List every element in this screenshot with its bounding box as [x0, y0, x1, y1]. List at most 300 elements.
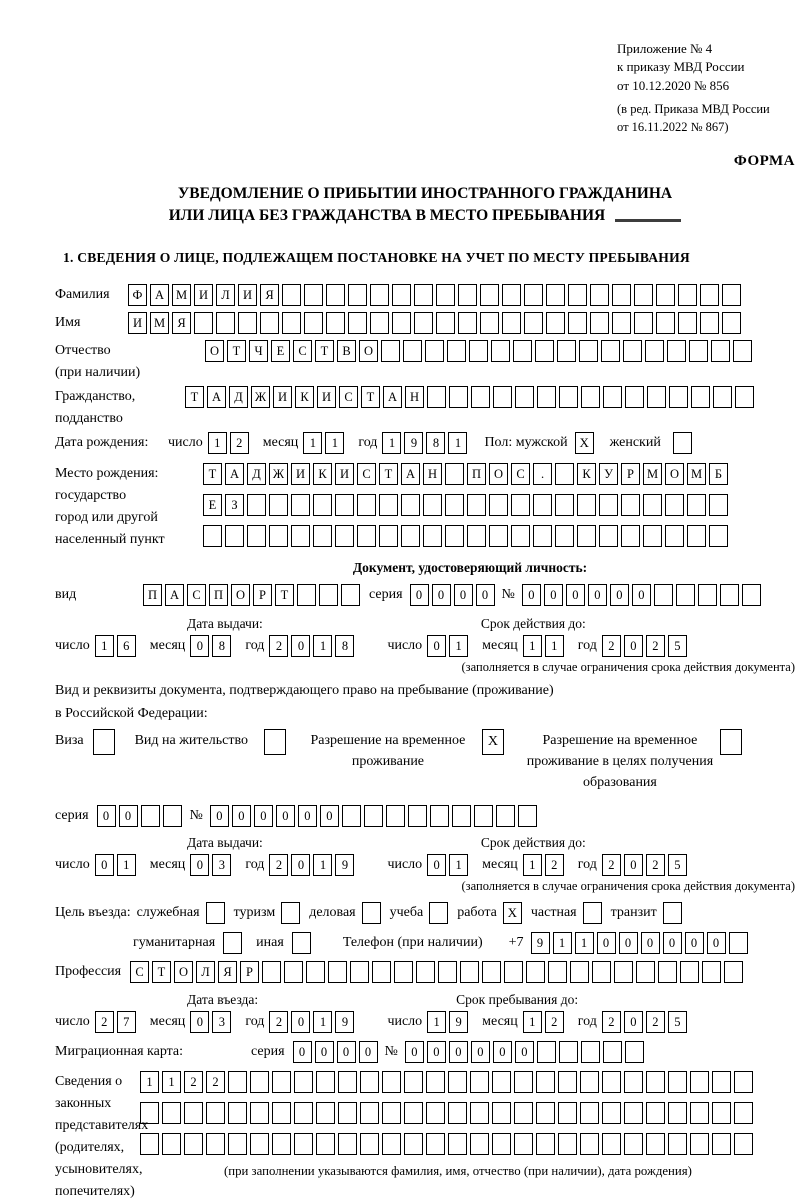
char-cell[interactable]: [669, 386, 688, 408]
char-cell[interactable]: [445, 525, 464, 547]
char-cell[interactable]: Т: [203, 463, 222, 485]
char-cell[interactable]: [492, 1102, 511, 1124]
char-cell[interactable]: [568, 284, 587, 306]
char-cell[interactable]: [250, 1102, 269, 1124]
char-cell[interactable]: [691, 386, 710, 408]
char-cell[interactable]: [404, 1133, 423, 1155]
char-cell[interactable]: [496, 805, 515, 827]
char-cell[interactable]: [225, 525, 244, 547]
char-cell[interactable]: [514, 1102, 533, 1124]
char-cell[interactable]: [382, 1071, 401, 1093]
char-cell[interactable]: [480, 284, 499, 306]
char-cell[interactable]: [228, 1071, 247, 1093]
char-cell[interactable]: 9: [335, 854, 354, 876]
char-cell[interactable]: [700, 284, 719, 306]
char-cell[interactable]: [665, 494, 684, 516]
char-cell[interactable]: [555, 463, 574, 485]
char-cell[interactable]: 1: [303, 432, 322, 454]
char-cell[interactable]: [338, 1071, 357, 1093]
char-cell[interactable]: [458, 312, 477, 334]
char-cell[interactable]: [360, 1071, 379, 1093]
char-cell[interactable]: [194, 312, 213, 334]
char-cell[interactable]: [515, 386, 534, 408]
char-cell[interactable]: 2: [646, 635, 665, 657]
char-cell[interactable]: [537, 386, 556, 408]
char-cell[interactable]: [445, 463, 464, 485]
char-cell[interactable]: [502, 284, 521, 306]
char-cell[interactable]: [603, 386, 622, 408]
char-cell[interactable]: [467, 494, 486, 516]
char-cell[interactable]: [426, 1102, 445, 1124]
char-cell[interactable]: [558, 1133, 577, 1155]
char-cell[interactable]: О: [231, 584, 250, 606]
purpose-other-checkbox[interactable]: [292, 932, 311, 954]
char-cell[interactable]: [313, 525, 332, 547]
purpose-private-checkbox[interactable]: [583, 902, 602, 924]
char-cell[interactable]: [646, 1071, 665, 1093]
char-cell[interactable]: [535, 340, 554, 362]
char-cell[interactable]: С: [357, 463, 376, 485]
char-cell[interactable]: [297, 584, 316, 606]
char-cell[interactable]: С: [293, 340, 312, 362]
char-cell[interactable]: [260, 312, 279, 334]
char-cell[interactable]: [184, 1133, 203, 1155]
char-cell[interactable]: П: [143, 584, 162, 606]
char-cell[interactable]: 2: [602, 635, 621, 657]
char-cell[interactable]: [581, 386, 600, 408]
char-cell[interactable]: [403, 340, 422, 362]
char-cell[interactable]: 0: [232, 805, 251, 827]
char-cell[interactable]: 0: [119, 805, 138, 827]
char-cell[interactable]: [687, 525, 706, 547]
purpose-tourism-checkbox[interactable]: [281, 902, 300, 924]
char-cell[interactable]: [580, 1133, 599, 1155]
char-cell[interactable]: [698, 584, 717, 606]
char-cell[interactable]: [602, 1071, 621, 1093]
char-cell[interactable]: О: [205, 340, 224, 362]
char-cell[interactable]: [436, 312, 455, 334]
char-cell[interactable]: [386, 805, 405, 827]
char-cell[interactable]: [370, 312, 389, 334]
char-cell[interactable]: 0: [276, 805, 295, 827]
char-cell[interactable]: 1: [553, 932, 572, 954]
char-cell[interactable]: 0: [315, 1041, 334, 1063]
char-cell[interactable]: М: [643, 463, 662, 485]
char-cell[interactable]: Т: [361, 386, 380, 408]
char-cell[interactable]: Е: [271, 340, 290, 362]
char-cell[interactable]: Т: [379, 463, 398, 485]
char-cell[interactable]: [458, 284, 477, 306]
char-cell[interactable]: 0: [544, 584, 563, 606]
char-cell[interactable]: [414, 284, 433, 306]
char-cell[interactable]: [729, 932, 748, 954]
char-cell[interactable]: [599, 525, 618, 547]
char-cell[interactable]: [654, 584, 673, 606]
char-cell[interactable]: [360, 1102, 379, 1124]
char-cell[interactable]: 0: [427, 635, 446, 657]
char-cell[interactable]: [643, 525, 662, 547]
char-cell[interactable]: [360, 1133, 379, 1155]
char-cell[interactable]: 0: [291, 854, 310, 876]
char-cell[interactable]: 7: [117, 1011, 136, 1033]
char-cell[interactable]: [646, 1102, 665, 1124]
char-cell[interactable]: [602, 1133, 621, 1155]
char-cell[interactable]: [601, 340, 620, 362]
char-cell[interactable]: Д: [229, 386, 248, 408]
char-cell[interactable]: 1: [382, 432, 401, 454]
char-cell[interactable]: 2: [269, 635, 288, 657]
char-cell[interactable]: Я: [172, 312, 191, 334]
char-cell[interactable]: [599, 494, 618, 516]
char-cell[interactable]: 0: [566, 584, 585, 606]
char-cell[interactable]: 0: [291, 635, 310, 657]
char-cell[interactable]: [304, 312, 323, 334]
char-cell[interactable]: [350, 961, 369, 983]
char-cell[interactable]: 0: [624, 1011, 643, 1033]
char-cell[interactable]: И: [194, 284, 213, 306]
char-cell[interactable]: 0: [95, 854, 114, 876]
char-cell[interactable]: [416, 961, 435, 983]
char-cell[interactable]: [291, 525, 310, 547]
char-cell[interactable]: 8: [335, 635, 354, 657]
char-cell[interactable]: [625, 386, 644, 408]
char-cell[interactable]: 1: [523, 635, 542, 657]
char-cell[interactable]: [294, 1102, 313, 1124]
char-cell[interactable]: М: [172, 284, 191, 306]
char-cell[interactable]: 0: [190, 854, 209, 876]
char-cell[interactable]: Т: [275, 584, 294, 606]
char-cell[interactable]: Ф: [128, 284, 147, 306]
char-cell[interactable]: [357, 525, 376, 547]
char-cell[interactable]: [342, 805, 361, 827]
char-cell[interactable]: [348, 284, 367, 306]
char-cell[interactable]: [700, 312, 719, 334]
char-cell[interactable]: Н: [423, 463, 442, 485]
char-cell[interactable]: [734, 1133, 753, 1155]
char-cell[interactable]: И: [273, 386, 292, 408]
char-cell[interactable]: Ж: [251, 386, 270, 408]
char-cell[interactable]: [492, 1071, 511, 1093]
char-cell[interactable]: [559, 1041, 578, 1063]
char-cell[interactable]: Т: [315, 340, 334, 362]
char-cell[interactable]: [511, 494, 530, 516]
purpose-official-checkbox[interactable]: [206, 902, 225, 924]
char-cell[interactable]: [678, 312, 697, 334]
char-cell[interactable]: 0: [427, 1041, 446, 1063]
char-cell[interactable]: [668, 1071, 687, 1093]
char-cell[interactable]: [513, 340, 532, 362]
char-cell[interactable]: 2: [602, 854, 621, 876]
char-cell[interactable]: [621, 525, 640, 547]
char-cell[interactable]: [470, 1102, 489, 1124]
char-cell[interactable]: [590, 284, 609, 306]
char-cell[interactable]: [284, 961, 303, 983]
char-cell[interactable]: 0: [610, 584, 629, 606]
char-cell[interactable]: [474, 805, 493, 827]
char-cell[interactable]: [404, 1102, 423, 1124]
char-cell[interactable]: [687, 494, 706, 516]
char-cell[interactable]: 0: [449, 1041, 468, 1063]
char-cell[interactable]: [548, 961, 567, 983]
char-cell[interactable]: 0: [493, 1041, 512, 1063]
char-cell[interactable]: [579, 340, 598, 362]
char-cell[interactable]: [316, 1133, 335, 1155]
char-cell[interactable]: 0: [588, 584, 607, 606]
char-cell[interactable]: 2: [269, 854, 288, 876]
char-cell[interactable]: [404, 1071, 423, 1093]
char-cell[interactable]: К: [295, 386, 314, 408]
char-cell[interactable]: [546, 284, 565, 306]
char-cell[interactable]: [379, 494, 398, 516]
char-cell[interactable]: [480, 312, 499, 334]
char-cell[interactable]: [612, 312, 631, 334]
char-cell[interactable]: 5: [668, 854, 687, 876]
temp-residence-education-checkbox[interactable]: [720, 729, 742, 755]
char-cell[interactable]: 0: [97, 805, 116, 827]
char-cell[interactable]: А: [401, 463, 420, 485]
char-cell[interactable]: [467, 525, 486, 547]
purpose-business-checkbox[interactable]: [362, 902, 381, 924]
char-cell[interactable]: 2: [269, 1011, 288, 1033]
char-cell[interactable]: [269, 494, 288, 516]
char-cell[interactable]: [489, 494, 508, 516]
char-cell[interactable]: [603, 1041, 622, 1063]
char-cell[interactable]: [636, 961, 655, 983]
char-cell[interactable]: [348, 312, 367, 334]
char-cell[interactable]: [557, 340, 576, 362]
char-cell[interactable]: [304, 284, 323, 306]
char-cell[interactable]: [712, 1133, 731, 1155]
char-cell[interactable]: [460, 961, 479, 983]
char-cell[interactable]: [272, 1071, 291, 1093]
char-cell[interactable]: 0: [293, 1041, 312, 1063]
char-cell[interactable]: 2: [646, 1011, 665, 1033]
char-cell[interactable]: [335, 494, 354, 516]
char-cell[interactable]: И: [317, 386, 336, 408]
char-cell[interactable]: [269, 525, 288, 547]
char-cell[interactable]: [658, 961, 677, 983]
char-cell[interactable]: 0: [707, 932, 726, 954]
char-cell[interactable]: [580, 1102, 599, 1124]
char-cell[interactable]: [504, 961, 523, 983]
char-cell[interactable]: [646, 1133, 665, 1155]
char-cell[interactable]: 2: [646, 854, 665, 876]
char-cell[interactable]: 0: [298, 805, 317, 827]
char-cell[interactable]: [643, 494, 662, 516]
char-cell[interactable]: [272, 1102, 291, 1124]
char-cell[interactable]: [577, 525, 596, 547]
char-cell[interactable]: А: [150, 284, 169, 306]
char-cell[interactable]: [518, 805, 537, 827]
char-cell[interactable]: 2: [545, 1011, 564, 1033]
char-cell[interactable]: 0: [410, 584, 429, 606]
char-cell[interactable]: [313, 494, 332, 516]
char-cell[interactable]: [381, 340, 400, 362]
char-cell[interactable]: [537, 1041, 556, 1063]
char-cell[interactable]: [668, 1102, 687, 1124]
char-cell[interactable]: [162, 1102, 181, 1124]
char-cell[interactable]: [141, 805, 160, 827]
char-cell[interactable]: [577, 494, 596, 516]
char-cell[interactable]: [665, 525, 684, 547]
char-cell[interactable]: 5: [668, 1011, 687, 1033]
char-cell[interactable]: [425, 340, 444, 362]
residence-permit-checkbox[interactable]: [264, 729, 286, 755]
char-cell[interactable]: 2: [95, 1011, 114, 1033]
char-cell[interactable]: [645, 340, 664, 362]
char-cell[interactable]: [621, 494, 640, 516]
char-cell[interactable]: [447, 340, 466, 362]
char-cell[interactable]: 0: [597, 932, 616, 954]
purpose-study-checkbox[interactable]: [429, 902, 448, 924]
char-cell[interactable]: 1: [313, 854, 332, 876]
char-cell[interactable]: 0: [685, 932, 704, 954]
char-cell[interactable]: А: [383, 386, 402, 408]
char-cell[interactable]: [492, 1133, 511, 1155]
char-cell[interactable]: 1: [208, 432, 227, 454]
char-cell[interactable]: [514, 1071, 533, 1093]
char-cell[interactable]: [470, 1133, 489, 1155]
char-cell[interactable]: 3: [212, 854, 231, 876]
char-cell[interactable]: Я: [218, 961, 237, 983]
char-cell[interactable]: [469, 340, 488, 362]
char-cell[interactable]: [216, 312, 235, 334]
char-cell[interactable]: [734, 1102, 753, 1124]
char-cell[interactable]: 0: [522, 584, 541, 606]
visa-checkbox[interactable]: [93, 729, 115, 755]
char-cell[interactable]: [430, 805, 449, 827]
char-cell[interactable]: [452, 805, 471, 827]
char-cell[interactable]: З: [225, 494, 244, 516]
char-cell[interactable]: 2: [206, 1071, 225, 1093]
char-cell[interactable]: [206, 1133, 225, 1155]
char-cell[interactable]: [536, 1102, 555, 1124]
char-cell[interactable]: [623, 340, 642, 362]
char-cell[interactable]: 6: [117, 635, 136, 657]
char-cell[interactable]: [471, 386, 490, 408]
char-cell[interactable]: [338, 1102, 357, 1124]
char-cell[interactable]: 0: [624, 854, 643, 876]
char-cell[interactable]: С: [187, 584, 206, 606]
char-cell[interactable]: [491, 340, 510, 362]
char-cell[interactable]: [408, 805, 427, 827]
char-cell[interactable]: Д: [247, 463, 266, 485]
char-cell[interactable]: [382, 1133, 401, 1155]
char-cell[interactable]: [392, 312, 411, 334]
char-cell[interactable]: [382, 1102, 401, 1124]
char-cell[interactable]: [690, 1133, 709, 1155]
char-cell[interactable]: [426, 1133, 445, 1155]
char-cell[interactable]: [316, 1071, 335, 1093]
char-cell[interactable]: 0: [515, 1041, 534, 1063]
char-cell[interactable]: [558, 1071, 577, 1093]
char-cell[interactable]: [724, 961, 743, 983]
char-cell[interactable]: [514, 1133, 533, 1155]
char-cell[interactable]: П: [467, 463, 486, 485]
char-cell[interactable]: [558, 1102, 577, 1124]
char-cell[interactable]: М: [150, 312, 169, 334]
char-cell[interactable]: 1: [523, 1011, 542, 1033]
char-cell[interactable]: [667, 340, 686, 362]
char-cell[interactable]: 1: [545, 635, 564, 657]
char-cell[interactable]: [709, 525, 728, 547]
char-cell[interactable]: [316, 1102, 335, 1124]
char-cell[interactable]: 0: [320, 805, 339, 827]
char-cell[interactable]: Т: [227, 340, 246, 362]
char-cell[interactable]: [162, 1133, 181, 1155]
char-cell[interactable]: 3: [212, 1011, 231, 1033]
char-cell[interactable]: 0: [624, 635, 643, 657]
char-cell[interactable]: 1: [140, 1071, 159, 1093]
char-cell[interactable]: [690, 1102, 709, 1124]
char-cell[interactable]: 1: [575, 932, 594, 954]
char-cell[interactable]: Ж: [269, 463, 288, 485]
char-cell[interactable]: [448, 1102, 467, 1124]
char-cell[interactable]: О: [489, 463, 508, 485]
char-cell[interactable]: [722, 284, 741, 306]
char-cell[interactable]: С: [339, 386, 358, 408]
char-cell[interactable]: [712, 1102, 731, 1124]
char-cell[interactable]: [502, 312, 521, 334]
char-cell[interactable]: [335, 525, 354, 547]
char-cell[interactable]: 0: [476, 584, 495, 606]
char-cell[interactable]: [702, 961, 721, 983]
char-cell[interactable]: [228, 1133, 247, 1155]
char-cell[interactable]: Т: [152, 961, 171, 983]
char-cell[interactable]: [676, 584, 695, 606]
char-cell[interactable]: [624, 1133, 643, 1155]
char-cell[interactable]: [272, 1133, 291, 1155]
char-cell[interactable]: [559, 386, 578, 408]
char-cell[interactable]: [735, 386, 754, 408]
char-cell[interactable]: [555, 494, 574, 516]
char-cell[interactable]: [438, 961, 457, 983]
char-cell[interactable]: 1: [313, 1011, 332, 1033]
char-cell[interactable]: [668, 1133, 687, 1155]
char-cell[interactable]: Н: [405, 386, 424, 408]
char-cell[interactable]: И: [291, 463, 310, 485]
char-cell[interactable]: 2: [602, 1011, 621, 1033]
char-cell[interactable]: [401, 525, 420, 547]
char-cell[interactable]: 0: [641, 932, 660, 954]
char-cell[interactable]: Б: [709, 463, 728, 485]
char-cell[interactable]: [436, 284, 455, 306]
char-cell[interactable]: [423, 494, 442, 516]
char-cell[interactable]: [370, 284, 389, 306]
char-cell[interactable]: [533, 494, 552, 516]
char-cell[interactable]: 0: [405, 1041, 424, 1063]
char-cell[interactable]: 0: [190, 1011, 209, 1033]
char-cell[interactable]: [546, 312, 565, 334]
char-cell[interactable]: 1: [427, 1011, 446, 1033]
char-cell[interactable]: 0: [291, 1011, 310, 1033]
char-cell[interactable]: [392, 284, 411, 306]
char-cell[interactable]: [394, 961, 413, 983]
char-cell[interactable]: [536, 1133, 555, 1155]
char-cell[interactable]: 9: [404, 432, 423, 454]
char-cell[interactable]: 1: [523, 854, 542, 876]
char-cell[interactable]: 0: [632, 584, 651, 606]
char-cell[interactable]: У: [599, 463, 618, 485]
char-cell[interactable]: [449, 386, 468, 408]
char-cell[interactable]: В: [337, 340, 356, 362]
char-cell[interactable]: О: [174, 961, 193, 983]
char-cell[interactable]: [282, 312, 301, 334]
char-cell[interactable]: [306, 961, 325, 983]
char-cell[interactable]: 0: [359, 1041, 378, 1063]
char-cell[interactable]: [364, 805, 383, 827]
char-cell[interactable]: [247, 525, 266, 547]
